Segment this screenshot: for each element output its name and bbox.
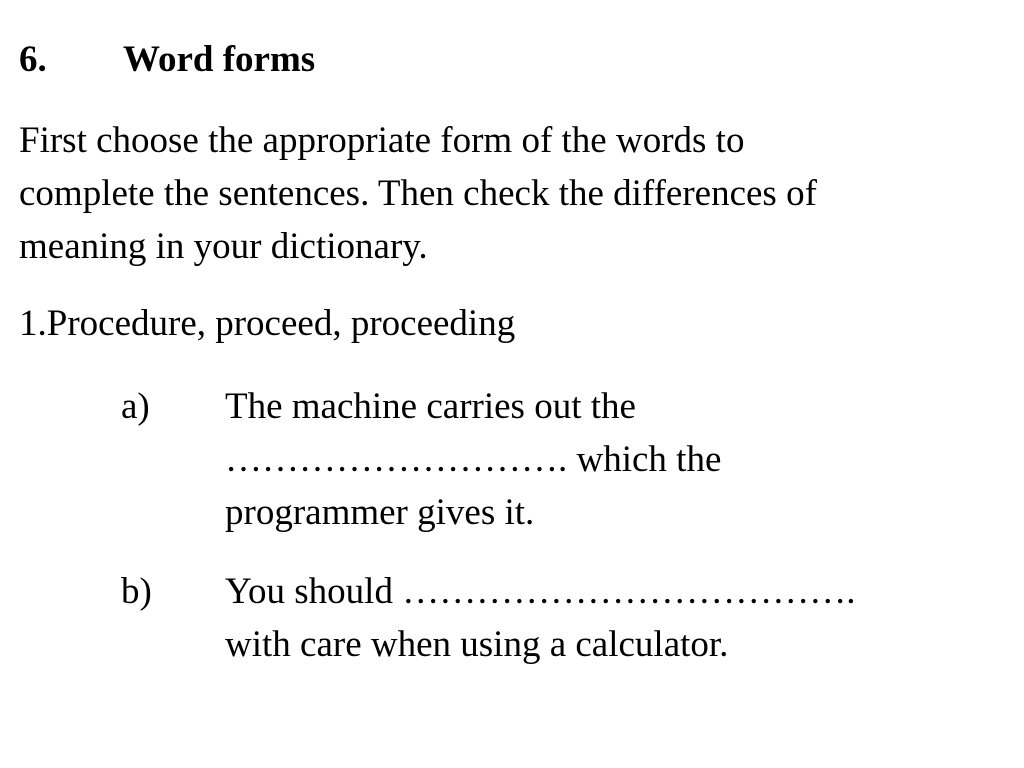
subitem-sentence — [225, 380, 1005, 539]
section-title: Word forms — [123, 39, 316, 80]
sentence-line: The machine carries out the — [225, 386, 636, 427]
section-number: 6. — [19, 39, 47, 80]
sentence-line-with-blank: ………………………. which the — [225, 439, 722, 480]
instructions-line: First choose the appropriate form of the words to — [19, 120, 745, 161]
subitem-marker: b) — [121, 571, 152, 612]
instructions-line: meaning in your dictionary. — [19, 226, 428, 267]
section-heading — [19, 36, 315, 84]
subitem-marker: a) — [121, 386, 150, 427]
sentence-line: programmer gives it. — [225, 492, 535, 533]
exercise-item-title: 1.Procedure, proceed, proceeding — [19, 303, 516, 344]
subitem-sentence — [225, 565, 1005, 671]
sentence-line-with-blank: You should ………………………………. — [225, 571, 856, 612]
instructions-line: complete the sentences. Then check the differences of — [19, 173, 817, 214]
instructions-paragraph — [19, 114, 1009, 273]
sentence-line: with care when using a calculator. — [225, 624, 729, 665]
